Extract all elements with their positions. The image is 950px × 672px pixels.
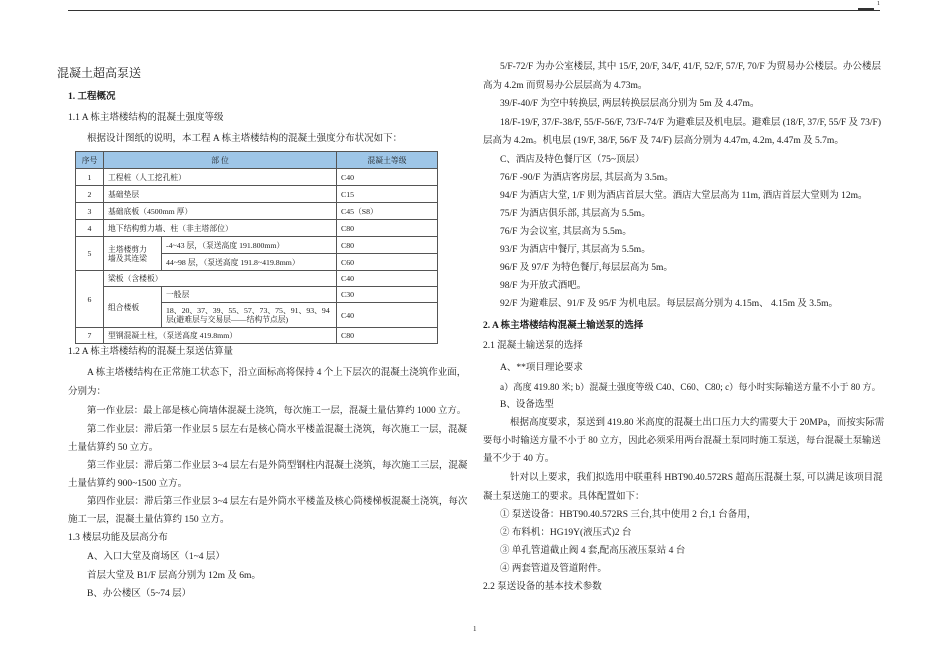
paragraph-line: 76/F -90/F 为酒店客房层, 其层高为 3.5m。: [500, 173, 674, 183]
paragraph-line: 针对以上要求，我们拟选用中联重科 HBT90.40.572RS 超高压混凝土泵, 可以满足该项目混: [510, 473, 883, 483]
paragraph-line: 第二作业层：滞后第一作业层 5 层左右是核心筒水平楼盖混凝土浇筑，每次施工一层，混凝: [87, 425, 468, 435]
header-page-number: 1: [877, 1, 880, 7]
section-heading-1-1: 1.1 A 栋主塔楼结构的混凝土强度等级: [68, 113, 224, 123]
paragraph-line: 39/F-40/F 为空中转换层, 两层转换层层高分别为 5m 及 4.47m。: [500, 99, 760, 109]
table-cell-part: 地下结构剪力墙、柱（非主塔部位）: [104, 220, 337, 237]
section-heading-1: 1. 工程概况: [68, 92, 116, 102]
table-cell-grade: C40: [337, 169, 438, 186]
table-cell-part: 工程桩（人工挖孔桩）: [104, 169, 337, 186]
table-cell-grade: C60: [337, 254, 438, 271]
table-row: [76, 203, 438, 220]
footer-page-number: 1: [473, 625, 477, 633]
paragraph-line: 施工一层，混凝土量估算约 150 立方。: [68, 515, 230, 525]
table-cell-no: 2: [76, 186, 104, 203]
table-cell-no: 3: [76, 203, 104, 220]
table-cell-part: 梁板（含楼板）: [104, 271, 337, 287]
table-cell-no: 7: [76, 328, 104, 344]
table-cell-grade: C40: [337, 271, 438, 287]
table-header-row: [76, 152, 438, 169]
table-cell-grade: C40: [337, 303, 438, 328]
paragraph-line: 根据高度要求，泵送到 419.80 米高度的混凝土出口压力大约需要大于 20MPa，而按实际需: [510, 418, 885, 428]
table-row: [76, 220, 438, 237]
table-row: [76, 237, 438, 254]
paragraph-line: B、办公楼区（5~74 层）: [87, 589, 192, 599]
section-heading-1-3: 1.3 楼层功能及层高分布: [68, 533, 168, 543]
table-cell-subpart: -4~43 层，（泵送高度 191.800mm）: [162, 237, 337, 254]
table-header-cell: 部 位: [104, 152, 337, 169]
table-header-cell: 混凝土等级: [337, 152, 438, 169]
concrete-grade-table: [75, 151, 438, 344]
paragraph-line: 首层大堂及 B1/F 层高分别为 12m 及 6m。: [87, 571, 261, 581]
section-heading-2-2: 2.2 泵送设备的基本技术参数: [483, 582, 602, 592]
paragraph-line: 18/F-19/F, 37/F-38/F, 55/F-56/F, 73/F-74/F 为避难层及机电层。避难层 (18/F, 37/F, 55/F 及 73/F): [500, 118, 882, 128]
paragraph-line: 量不少于 40 方。: [483, 454, 555, 464]
paragraph-line: 层高为 4.2m。机电层 (19/F, 38/F, 56/F 及 74/F) 层高分别为 4.47m, 4.2m, 4.47m 及 5.7m。: [483, 136, 844, 146]
list-item: ③ 单孔管道截止阀 4 套,配高压液压泵站 4 台: [500, 546, 686, 556]
paragraph-line: B、设备选型: [500, 400, 554, 410]
table-row: [76, 271, 438, 287]
paragraph-line: 76/F 为会议室, 其层高为 5.5m。: [500, 227, 632, 237]
table-cell-grade: C80: [337, 220, 438, 237]
table-cell-subpart: 一般层: [162, 287, 337, 303]
table-cell-no: 1: [76, 169, 104, 186]
section-heading-1-2: 1.2 A 栋主塔楼结构的混凝土泵送估算量: [68, 347, 233, 357]
paragraph-line: A、入口大堂及商场区（1~4 层）: [87, 552, 225, 562]
paragraph-line: 高为 4.2m 而贸易办公层层高为 4.73m。: [483, 81, 648, 91]
table-cell-grade: C80: [337, 237, 438, 254]
paragraph-line: 5/F-72/F 为办公室楼层, 其中 15/F, 20/F, 34/F, 41/F, 52/F, 57/F, 70/F 为贸易办公楼层。办公楼层: [500, 62, 882, 72]
document-title: 混凝土超高泵送: [57, 66, 142, 80]
section-heading-2: 2. A 栋主塔楼结构混凝土输送泵的选择: [483, 321, 644, 331]
paragraph-line: A 栋主塔楼结构在正常施工状态下，沿立面标高将保持 4 个上下层次的混凝土浇筑作业面，: [87, 368, 467, 378]
paragraph-line: 土量估算约 50 立方。: [68, 443, 159, 453]
header-rule-mark: [858, 8, 874, 10]
paragraph-line: 94/F 为酒店大堂, 1/F 则为酒店首层大堂。酒店大堂层高为 11m, 酒店首层大堂则为 12m。: [500, 191, 868, 201]
paragraph-line: A、**项目理论要求: [500, 363, 583, 373]
paragraph-line: 92/F 为避难层、91/F 及 95/F 为机电层。每层层高分别为 4.15m、 4.15m 及 3.5m。: [500, 299, 839, 309]
list-item: ④ 两套管道及管道附件。: [500, 564, 607, 574]
table-cell-subpart: 18、20、37、39、55、57、73、75、91、93、94 层(避难层与交易层——结构节点层): [162, 303, 337, 328]
table-cell-subpart: 44~98 层，（泵送高度 191.8~419.8mm）: [162, 254, 337, 271]
paragraph-line: 要每小时输送方量不小于 80 立方，因此必须采用两台混凝土泵同时施工泵送，每台混凝土泵输送: [483, 436, 881, 446]
header-rule: [68, 10, 880, 11]
paragraph-line: 土量估算约 900~1500 立方。: [68, 479, 188, 489]
table-row: [76, 287, 438, 303]
paragraph-line: 98/F 为开放式酒吧。: [500, 281, 587, 291]
paragraph-line: 凝土泵送施工的要求。具体配置如下：: [483, 492, 645, 502]
table-cell-grade: C15: [337, 186, 438, 203]
paragraph-line: 第四作业层：滞后第三作业层 3~4 层左右是外筒水平楼盖及核心筒楼梯板混凝土浇筑，每次: [87, 497, 468, 507]
table-cell-part: 基础垫层: [104, 186, 337, 203]
table-row: [76, 169, 438, 186]
table-cell-part-group: 组合楼板: [104, 287, 162, 328]
table-cell-grade: C30: [337, 287, 438, 303]
table-header-cell: 序号: [76, 152, 104, 169]
table-cell-no: 6: [76, 271, 104, 328]
table-row: [76, 186, 438, 203]
table-cell-no: 5: [76, 237, 104, 271]
section-heading-2-1: 2.1 混凝土输送泵的选择: [483, 341, 583, 351]
table-cell-grade: C80: [337, 328, 438, 344]
paragraph-line: a）高度 419.80 米; b）混凝土强度等级 C40、C60、C80; c）每小时实际输送方量不小于 80 方。: [500, 382, 881, 392]
paragraph-line: 分别为：: [68, 387, 107, 397]
paragraph-line: 75/F 为酒店俱乐部, 其层高为 5.5m。: [500, 209, 651, 219]
table-row: [76, 328, 438, 344]
list-item: ② 布料机：HG19Y(液压式)2 台: [500, 528, 632, 538]
paragraph-line: 第三作业层：滞后第二作业层 3~4 层左右是外筒型钢柱内混凝土浇筑，每次施工三层，混凝: [87, 461, 468, 471]
table-cell-part-group: [104, 237, 162, 271]
list-item: ① 泵送设备：HBT90.40.572RS 三台,其中使用 2 台,1 台备用，: [500, 510, 757, 520]
paragraph-line: 第一作业层：最上部是核心筒墙体混凝土浇筑，每次施工一层，混凝土量估算约 1000 立方。: [87, 406, 467, 416]
paragraph-line: 根据设计图纸的说明，本工程 A 栋主塔楼结构的混凝土强度分布状况如下：: [87, 134, 403, 144]
table-cell-grade: C45（S8）: [337, 203, 438, 220]
table-cell-part-text: 主塔楼剪力墙及其连梁: [108, 244, 147, 263]
table-cell-part: 基础底板（4500mm 厚）: [104, 203, 337, 220]
table-cell-part: 型钢混凝土柱，（泵送高度 419.8mm）: [104, 328, 337, 344]
paragraph-line: 93/F 为酒店中餐厅, 其层高为 5.5m。: [500, 245, 651, 255]
paragraph-line: C、酒店及特色餐厅区（75~顶层）: [500, 155, 645, 165]
table-cell-no: 4: [76, 220, 104, 237]
paragraph-line: 96/F 及 97/F 为特色餐厅,每层层高为 5m。: [500, 263, 673, 273]
